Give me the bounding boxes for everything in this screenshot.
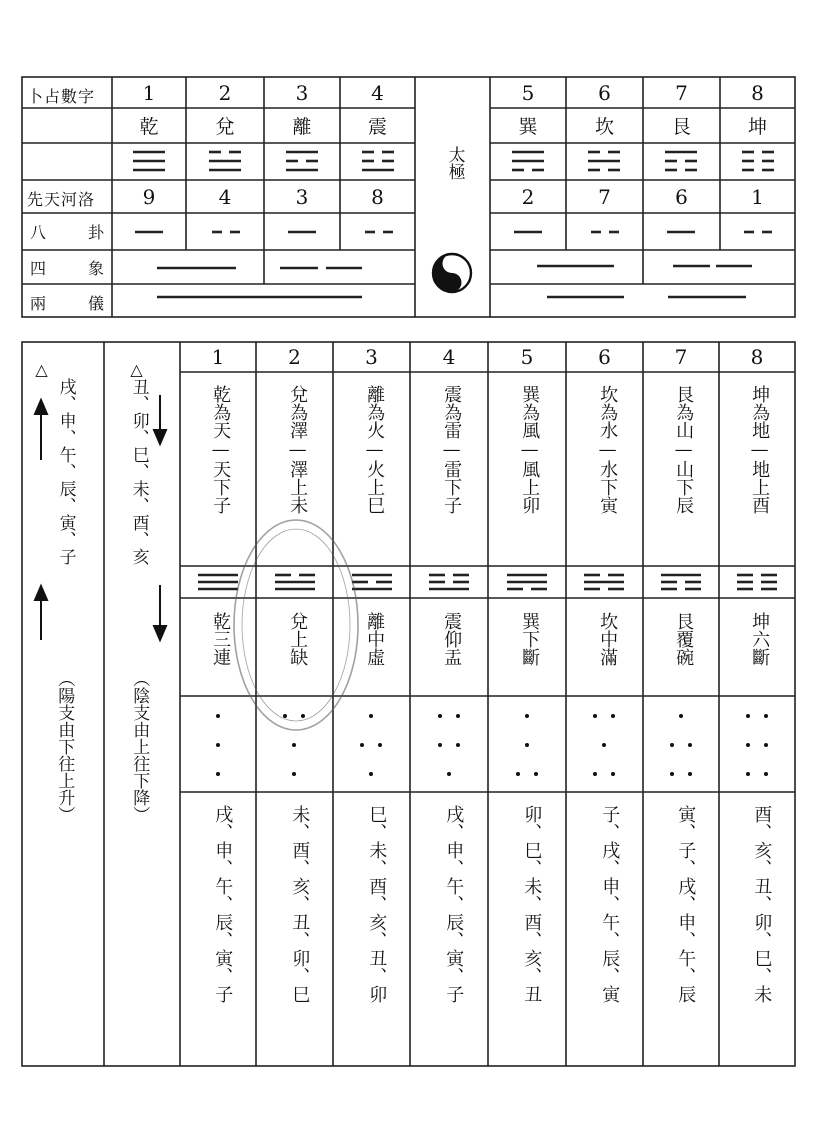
col-number-1: 1: [211, 345, 225, 369]
col-mnemonic-4: 震仰盂: [441, 612, 463, 666]
yao-dot: [447, 772, 451, 776]
col-number-8: 8: [750, 345, 764, 369]
river-number-3: 3: [295, 184, 309, 209]
yao-dot: [679, 714, 683, 718]
col-number-6: 6: [598, 345, 611, 369]
yao-dot: [216, 772, 220, 776]
col-branches-3: 巳、未、酉、亥、丑、卯: [366, 805, 388, 1003]
col-branches-5: 卯、巳、未、酉、亥、丑: [521, 805, 543, 1003]
yao-dot: [292, 743, 296, 747]
yao-dot: [438, 743, 442, 747]
triangle-marker-yin: △: [127, 360, 146, 379]
col-branches-6: 子、戌、申、午、辰、寅: [599, 805, 621, 1003]
yao-dot: [688, 743, 692, 747]
yao-dot: [670, 743, 674, 747]
col-phrase-8: 坤為地—地上酉: [749, 385, 771, 514]
yao-dot: [534, 772, 538, 776]
col-mnemonic-2: 兌上缺: [287, 612, 309, 666]
top-number-1: 1: [142, 81, 156, 105]
col-branches-1: 戌、申、午、辰、寅、子: [212, 805, 234, 1003]
yao-dot: [602, 743, 606, 747]
yin-note-label: （陰支由上往下降）: [129, 670, 150, 823]
yao-dot: [283, 714, 287, 718]
trigram-name-gen: 艮: [671, 116, 691, 138]
trigram-name-kun: 坤: [747, 116, 767, 138]
col-phrase-3: 離為火—火上巳: [364, 385, 386, 514]
col-mnemonic-5: 巽下斷: [519, 612, 541, 666]
col-mnemonic-8: 坤六斷: [749, 612, 771, 666]
col-number-7: 7: [674, 345, 688, 369]
triangle-marker-yang: △: [32, 360, 51, 379]
col-branches-8: 酉、亥、丑、卯、巳、未: [751, 805, 773, 1003]
col-number-5: 5: [520, 345, 534, 369]
row-label-river-luo: 先天河洛: [27, 190, 96, 209]
col-phrase-4: 震為雷—雷下子: [441, 385, 463, 514]
top-number-8: 8: [751, 81, 764, 105]
col-number-3: 3: [365, 345, 378, 369]
river-number-7: 6: [675, 184, 688, 209]
row-label-four-images: 四 象: [30, 259, 108, 278]
row-label-bagua: 八 卦: [30, 223, 108, 242]
yang-branches-label: 戌、申、午、辰、寅、子: [55, 378, 76, 565]
yao-dot: [378, 743, 382, 747]
yao-dot: [611, 714, 615, 718]
taiji-label: 太極: [444, 146, 465, 180]
river-number-6: 7: [598, 184, 611, 209]
yao-dot: [360, 743, 364, 747]
river-number-4: 8: [371, 184, 384, 209]
yao-dot: [746, 714, 750, 718]
yao-dot: [746, 772, 750, 776]
col-number-4: 4: [442, 345, 456, 369]
yao-dot: [525, 714, 529, 718]
top-number-5: 5: [521, 81, 535, 105]
top-number-2: 2: [218, 81, 232, 105]
yao-dot: [611, 772, 615, 776]
yao-dot: [593, 714, 597, 718]
col-branches-7: 寅、子、戌、申、午、辰: [675, 805, 697, 1003]
yao-dot: [764, 714, 768, 718]
trigram-name-zhen: 震: [367, 116, 387, 138]
col-mnemonic-7: 艮覆碗: [673, 612, 695, 666]
yang-note-label: （陽支由下往上升）: [54, 670, 75, 823]
yao-dot: [216, 743, 220, 747]
col-branches-2: 未、酉、亥、丑、卯、巳: [289, 805, 311, 1003]
col-branches-4: 戌、申、午、辰、寅、子: [443, 805, 465, 1003]
yao-dot: [670, 772, 674, 776]
river-number-8: 1: [751, 184, 764, 209]
top-number-4: 4: [371, 81, 384, 105]
river-number-5: 2: [521, 184, 535, 209]
river-number-1: 9: [142, 184, 156, 209]
row-label-divination-number: 卜占數字: [27, 87, 96, 106]
yao-dot: [688, 772, 692, 776]
col-phrase-1: 乾為天—天下子: [210, 385, 232, 514]
trigram-name-li: 離: [292, 116, 312, 138]
yao-dot: [369, 772, 373, 776]
col-number-2: 2: [288, 345, 301, 369]
col-mnemonic-3: 離中虛: [364, 612, 386, 666]
col-phrase-5: 巽為風—風上卯: [519, 385, 541, 514]
yao-dot: [593, 772, 597, 776]
yao-dot: [301, 714, 305, 718]
yao-dot: [456, 743, 460, 747]
top-number-7: 7: [675, 81, 688, 105]
col-phrase-2: 兌為澤—澤上未: [287, 385, 309, 514]
top-number-3: 3: [295, 81, 309, 105]
trigram-name-xun: 巽: [518, 116, 538, 138]
yao-dot: [216, 714, 220, 718]
yao-dot: [516, 772, 520, 776]
yao-dot: [525, 743, 529, 747]
col-phrase-7: 艮為山—山下辰: [673, 385, 695, 514]
trigram-name-qian: 乾: [139, 116, 159, 138]
top-number-6: 6: [598, 81, 611, 105]
yao-dot: [746, 743, 750, 747]
trigram-name-dui: 兌: [215, 116, 235, 138]
yao-dot: [764, 743, 768, 747]
yao-dot: [369, 714, 373, 718]
row-label-two-modes: 兩 儀: [30, 294, 108, 313]
col-phrase-6: 坎為水—水下寅: [597, 385, 619, 514]
trigram-name-kan: 坎: [594, 116, 614, 138]
yao-dot: [438, 714, 442, 718]
col-mnemonic-6: 坎中滿: [597, 612, 619, 666]
river-number-2: 4: [218, 184, 232, 209]
yin-branches-label: 丑、卯、巳、未、酉、亥: [128, 378, 149, 565]
yao-dot: [764, 772, 768, 776]
col-mnemonic-1: 乾三連: [210, 612, 232, 666]
dot-patterns: [216, 714, 768, 776]
yao-dot: [292, 772, 296, 776]
yao-dot: [456, 714, 460, 718]
